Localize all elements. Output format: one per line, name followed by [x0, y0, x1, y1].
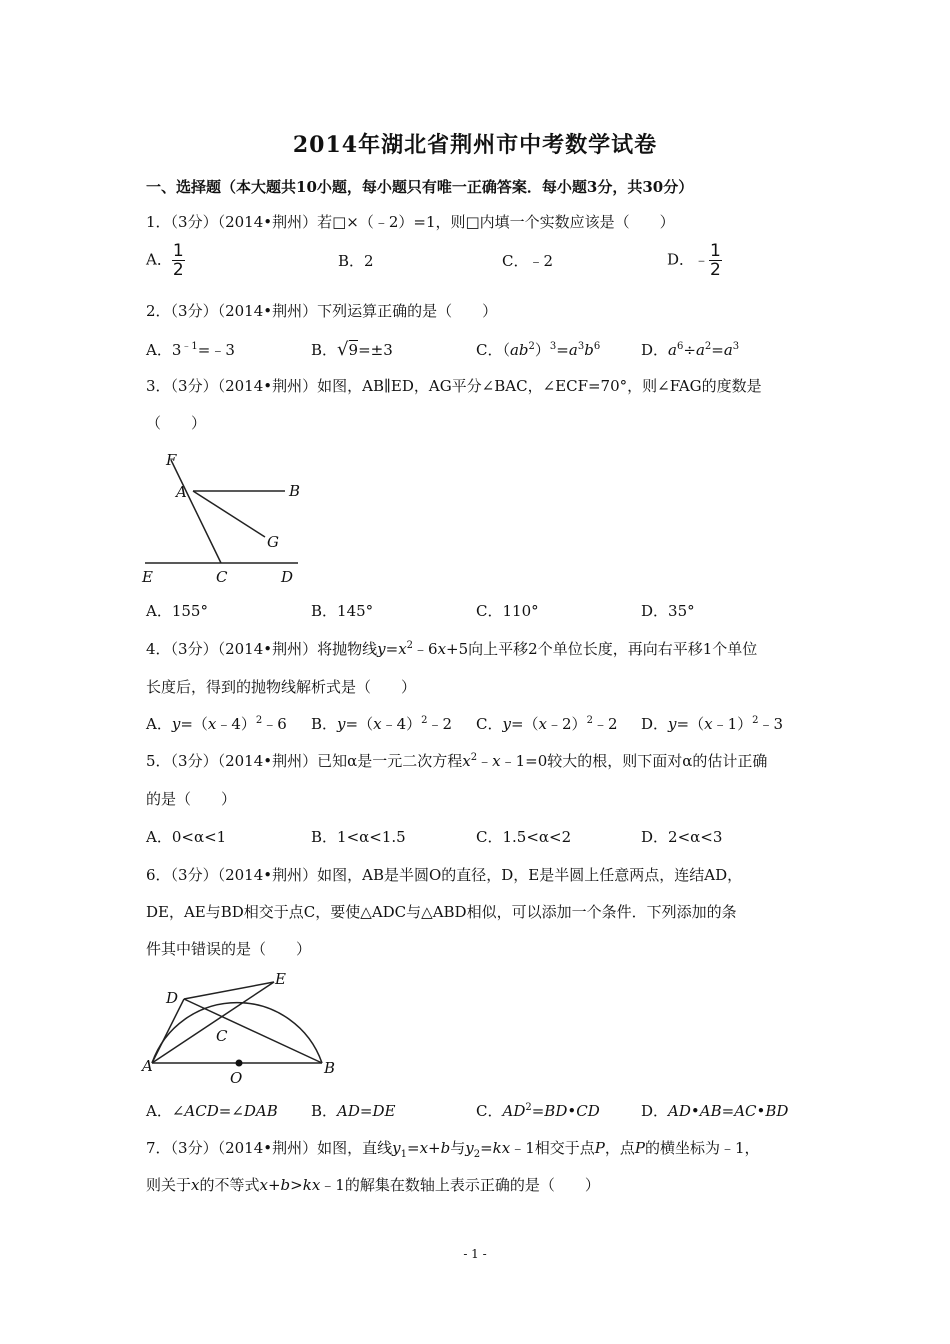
q6-option-a: A．∠ACD=∠DAB	[146, 1102, 278, 1120]
q5-option-c: C．1.5<α<2	[476, 828, 572, 846]
line-ag	[193, 491, 265, 537]
q2-option-d: D．$a^6\div a^2=a^3$	[641, 341, 740, 359]
label-F: F	[166, 451, 177, 469]
question-1-stem: 1．（3分）（2014•荆州）若□×（﹣2）=1，则□内填一个实数应该是（ ）	[146, 213, 675, 231]
q3-option-d: D．35°	[641, 602, 695, 620]
question-4-stem-line2: 长度后，得到的抛物线解析式是（ ）	[146, 678, 417, 696]
center-point-o	[236, 1060, 243, 1067]
q2-option-b: B．√9=±3	[311, 339, 393, 360]
label-C: C	[216, 568, 228, 586]
figure-q6-semicircle	[138, 965, 343, 1087]
q3-option-c: C．110°	[476, 602, 539, 620]
question-6-stem-line2: DE，AE与BD相交于点C，要使△ADC与△ABD相似，可以添加一个条件．下列添加的条	[146, 903, 737, 921]
label-B: B	[289, 482, 301, 500]
q6-option-d: D．AD•AB=AC•BD	[641, 1102, 789, 1120]
label-C: C	[216, 1027, 228, 1045]
label-B: B	[324, 1059, 336, 1077]
q5-option-d: D．2<α<3	[641, 828, 723, 846]
label-D: D	[281, 568, 294, 586]
label-G: G	[267, 533, 279, 551]
q4-option-d: D．y=（x﹣1）$^2$﹣3	[641, 715, 784, 733]
section-heading: 一、选择题（本大题共10小题，每小题只有唯一正确答案．每小题3分，共30分）	[146, 178, 694, 196]
q3-option-b: B．145°	[311, 602, 374, 620]
figure-q3-parallel-lines	[138, 445, 308, 590]
q3-option-a: A．155°	[146, 602, 208, 620]
q5-option-a: A．0<α<1	[146, 828, 227, 846]
q2-option-a: A．$3^{﹣1}=﹣3$	[146, 341, 235, 359]
q2-option-c: C．$(ab^2)^3=a^3b^6$	[476, 341, 601, 359]
question-4-stem-line1: 4．（3分）（2014•荆州）将抛物线$y=x^2﹣6x+5$向上平移2个单位长度，再向右平移1个单位	[146, 640, 758, 658]
q1-option-b: B．2	[338, 252, 374, 270]
label-A: A	[176, 483, 187, 501]
label-D: D	[166, 989, 179, 1007]
question-5-stem-line2: 的是（ ）	[146, 790, 237, 808]
q1-option-d: D．﹣ $\frac{1}{2}$	[667, 241, 721, 280]
label-E: E	[142, 568, 153, 586]
page-number: - 1 -	[463, 1247, 487, 1261]
q1-option-c: C．﹣2	[502, 252, 554, 270]
q6-option-c: C．$AD^2=BD•CD$	[476, 1102, 600, 1120]
q5-option-b: B．1<α<1.5	[311, 828, 406, 846]
q1-option-a: A． $\frac{1}{2}$	[146, 241, 184, 280]
question-7-stem-line1: 7．（3分）（2014•荆州）如图，直线$y_1=x+b$与$y_2=kx﹣1$相交于点P，点P的横坐标为﹣1，	[146, 1139, 760, 1160]
q4-option-a: A．y=（x﹣4）$^2$﹣6	[146, 715, 287, 733]
page-title: 2014年湖北省荆州市中考数学试卷	[292, 132, 658, 158]
q4-option-c: C．y=（x﹣2）$^2$﹣2	[476, 715, 618, 733]
question-7-stem-line2: 则关于x的不等式x+b>kx﹣1的解集在数轴上表示正确的是（ ）	[146, 1176, 600, 1194]
q6-option-b: B．AD=DE	[311, 1102, 396, 1120]
label-E: E	[275, 970, 286, 988]
segment-ad	[152, 999, 184, 1063]
question-2-stem: 2．（3分）（2014•荆州）下列运算正确的是（ ）	[146, 302, 498, 320]
q4-option-b: B．y=（x﹣4）$^2$﹣2	[311, 715, 453, 733]
segment-bd	[184, 999, 322, 1063]
question-6-stem-line1: 6．（3分）（2014•荆州）如图，AB是半圆O的直径，D，E是半圆上任意两点，连结AD，	[146, 866, 743, 884]
question-6-stem-line3: 件其中错误的是（ ）	[146, 940, 312, 958]
question-3-stem-line1: 3．（3分）（2014•荆州）如图，AB∥ED，AG平分∠BAC，∠ECF=70°，则∠FAG的度数是	[146, 377, 762, 395]
line-fc	[171, 460, 221, 563]
question-5-stem-line1: 5．（3分）（2014•荆州）已知α是一元二次方程$x^2﹣x﹣1=0$较大的根，则下面对α的估计正确	[146, 752, 768, 770]
question-3-stem-line2: （ ）	[146, 414, 207, 432]
label-O: O	[230, 1069, 243, 1087]
label-A: A	[142, 1057, 153, 1075]
